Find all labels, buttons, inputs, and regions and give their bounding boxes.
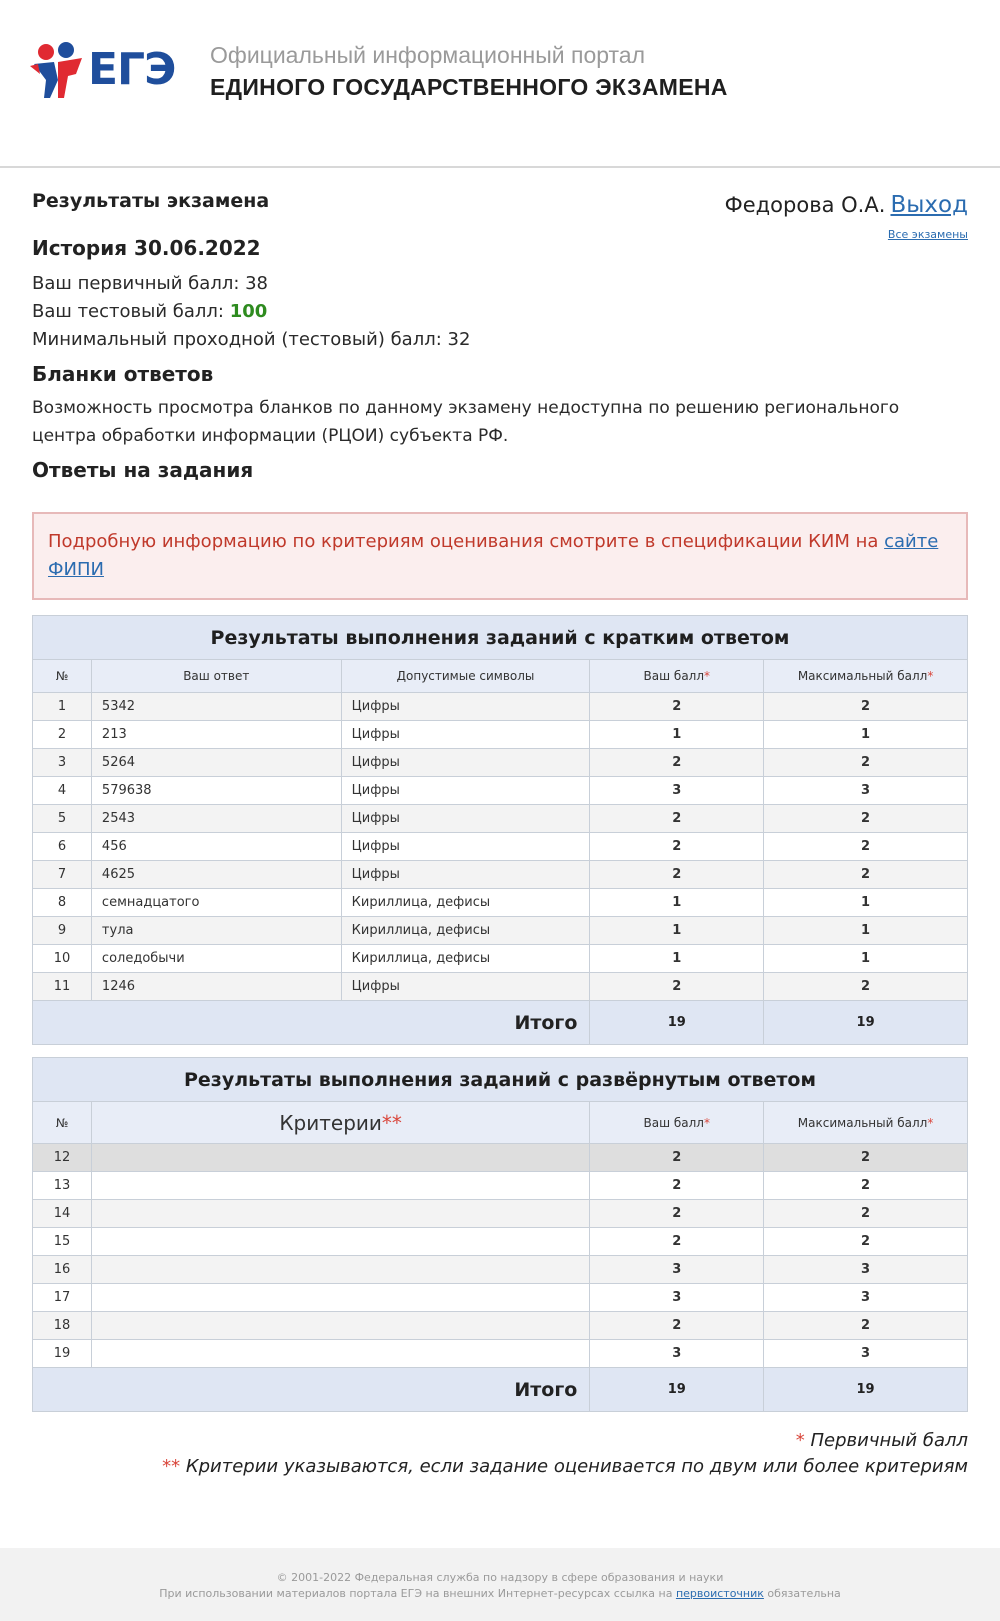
your-score: 3 <box>590 1284 764 1312</box>
max-score: 2 <box>764 1228 968 1256</box>
logo-figure-icon <box>28 40 90 100</box>
task-number: 2 <box>33 721 92 749</box>
double-asterisk: ** <box>162 1456 181 1477</box>
table-row <box>33 833 968 861</box>
col-your-answer: Ваш ответ <box>91 660 341 693</box>
table-row <box>33 1312 968 1340</box>
primary-score-label: Ваш первичный балл: <box>32 273 246 294</box>
portal-subtitle: Официальный информационный портал <box>210 42 646 68</box>
asterisk: * <box>795 1430 805 1451</box>
task-number: 13 <box>33 1172 92 1200</box>
task-number: 10 <box>33 945 92 973</box>
your-score: 1 <box>590 721 764 749</box>
your-answer: 5264 <box>91 749 341 777</box>
total-max-score: 19 <box>764 1368 968 1412</box>
criteria <box>91 1172 589 1200</box>
footnote-criteria <box>162 1454 968 1480</box>
your-score: 2 <box>590 749 764 777</box>
table-row <box>33 917 968 945</box>
allowed-symbols: Кириллица, дефисы <box>341 889 590 917</box>
your-score: 2 <box>590 861 764 889</box>
col-criteria <box>91 1102 589 1144</box>
all-exams-link[interactable]: Все экзамены <box>887 228 968 241</box>
short-table-caption: Результаты выполнения заданий с кратким ответом <box>33 616 968 660</box>
col-your-score <box>590 1102 764 1144</box>
long-answer-table <box>32 1057 968 1412</box>
logo-text: ЕГЭ <box>88 44 176 95</box>
your-answer: 5342 <box>91 693 341 721</box>
task-number: 12 <box>33 1144 92 1172</box>
score-summary <box>32 270 968 354</box>
your-answer: тула <box>91 917 341 945</box>
short-table-total-row <box>33 1001 968 1045</box>
allowed-symbols: Цифры <box>341 861 590 889</box>
task-number: 11 <box>33 973 92 1001</box>
your-answer: 579638 <box>91 777 341 805</box>
total-label: Итого <box>33 1368 590 1412</box>
col-allowed-symbols: Допустимые символы <box>341 660 590 693</box>
asterisk: * <box>927 669 934 683</box>
asterisk: * <box>927 1115 934 1130</box>
source-link[interactable]: первоисточник <box>675 1587 764 1600</box>
ege-logo[interactable] <box>28 40 178 100</box>
test-score-line <box>32 298 968 326</box>
footnotes <box>162 1428 968 1480</box>
footnote-primary-text: Первичный балл <box>804 1430 968 1451</box>
long-table-caption: Результаты выполнения заданий с развёрнутым ответом <box>33 1058 968 1102</box>
long-table-body <box>33 1144 968 1368</box>
short-table-body <box>33 693 968 1001</box>
criteria <box>91 1284 589 1312</box>
table-row <box>33 805 968 833</box>
min-score-label: Минимальный проходной (тестовый) балл: <box>32 329 448 350</box>
max-score: 3 <box>764 1284 968 1312</box>
your-answer: 2543 <box>91 805 341 833</box>
user-name: Федорова О.А. <box>724 193 886 217</box>
task-number: 19 <box>33 1340 92 1368</box>
max-score: 3 <box>764 1256 968 1284</box>
max-score: 2 <box>764 1144 968 1172</box>
alert-message: Подробную информацию по критериям оценивания смотрите в спецификации КИМ на <box>48 531 885 552</box>
footer-copyright: © 2001-2022 Федеральная служба по надзору в сфере образования и науки <box>276 1571 724 1584</box>
your-answer: соледобычи <box>91 945 341 973</box>
task-number: 3 <box>33 749 92 777</box>
max-score: 1 <box>764 889 968 917</box>
answers-heading: Ответы на задания <box>32 458 254 482</box>
criteria <box>91 1228 589 1256</box>
portal-title: ЕДИНОГО ГОСУДАРСТВЕННОГО ЭКЗАМЕНА <box>210 74 728 100</box>
total-max-score: 19 <box>764 1001 968 1045</box>
results-heading: Результаты экзамена <box>32 190 270 212</box>
your-score: 2 <box>590 1312 764 1340</box>
task-number: 18 <box>33 1312 92 1340</box>
your-score: 1 <box>590 889 764 917</box>
allowed-symbols: Цифры <box>341 805 590 833</box>
max-score: 2 <box>764 833 968 861</box>
long-table-header <box>33 1102 968 1144</box>
table-row <box>33 1144 968 1172</box>
asterisk: * <box>703 1115 710 1130</box>
table-row <box>33 973 968 1001</box>
criteria <box>91 1200 589 1228</box>
your-score: 2 <box>590 1144 764 1172</box>
max-score: 2 <box>764 973 968 1001</box>
your-score: 2 <box>590 833 764 861</box>
table-row <box>33 1228 968 1256</box>
table-row <box>33 861 968 889</box>
allowed-symbols: Цифры <box>341 749 590 777</box>
max-score: 2 <box>764 749 968 777</box>
total-label: Итого <box>33 1001 590 1045</box>
max-score: 2 <box>764 693 968 721</box>
your-score: 2 <box>590 1228 764 1256</box>
history-heading: История 30.06.2022 <box>32 236 261 260</box>
max-score: 3 <box>764 1340 968 1368</box>
table-row <box>33 693 968 721</box>
asterisk: * <box>704 669 711 683</box>
task-number: 5 <box>33 805 92 833</box>
table-row <box>33 749 968 777</box>
col-your-score-label: Ваш балл <box>643 669 705 683</box>
col-your-score <box>590 660 764 693</box>
task-number: 16 <box>33 1256 92 1284</box>
task-number: 1 <box>33 693 92 721</box>
max-score: 2 <box>764 805 968 833</box>
double-asterisk: ** <box>381 1110 402 1135</box>
task-number: 9 <box>33 917 92 945</box>
col-number: № <box>33 1102 92 1144</box>
table-row <box>33 945 968 973</box>
task-number: 7 <box>33 861 92 889</box>
criteria <box>91 1312 589 1340</box>
footer-notice-text: При использовании материалов портала ЕГЭ на внешних Интернет-ресурсах ссылка на <box>159 1587 676 1600</box>
task-number: 4 <box>33 777 92 805</box>
criteria-alert <box>32 512 968 600</box>
criteria <box>91 1256 589 1284</box>
your-answer: семнадцатого <box>91 889 341 917</box>
footnote-primary <box>162 1428 968 1454</box>
task-number: 6 <box>33 833 92 861</box>
your-answer: 4625 <box>91 861 341 889</box>
total-score: 19 <box>590 1001 764 1045</box>
allowed-symbols: Цифры <box>341 973 590 1001</box>
max-score: 1 <box>764 917 968 945</box>
task-number: 8 <box>33 889 92 917</box>
max-score: 2 <box>764 1172 968 1200</box>
your-answer: 456 <box>91 833 341 861</box>
test-score-value: 100 <box>229 301 268 322</box>
col-max-score-label: Максимальный балл <box>797 669 928 683</box>
table-row <box>33 777 968 805</box>
your-score: 2 <box>590 1172 764 1200</box>
allowed-symbols: Кириллица, дефисы <box>341 917 590 945</box>
col-max-score <box>764 1102 968 1144</box>
your-score: 2 <box>590 973 764 1001</box>
max-score: 2 <box>764 861 968 889</box>
alert-text <box>48 528 952 584</box>
col-your-score-label: Ваш балл <box>643 1115 704 1130</box>
your-score: 2 <box>590 805 764 833</box>
your-score: 3 <box>590 777 764 805</box>
table-row <box>33 721 968 749</box>
logout-link[interactable]: Выход <box>890 192 968 218</box>
footer-notice-end: обязательна <box>763 1587 841 1600</box>
your-score: 1 <box>590 917 764 945</box>
max-score: 2 <box>764 1200 968 1228</box>
primary-score-line <box>32 270 968 298</box>
allowed-symbols: Цифры <box>341 777 590 805</box>
your-score: 2 <box>590 693 764 721</box>
criteria <box>91 1144 589 1172</box>
your-score: 3 <box>590 1340 764 1368</box>
allowed-symbols: Цифры <box>341 693 590 721</box>
your-answer: 1246 <box>91 973 341 1001</box>
col-max-score-label: Максимальный балл <box>797 1115 928 1130</box>
max-score: 2 <box>764 1312 968 1340</box>
primary-score-value: 38 <box>245 273 269 294</box>
table-row <box>33 1172 968 1200</box>
col-criteria-label: Критерии <box>279 1110 382 1135</box>
max-score: 1 <box>764 721 968 749</box>
blanks-text: Возможность просмотра бланков по данному экзамену недоступна по решению регионального центра обработки информации (РЦОИ) субъекта РФ. <box>32 398 900 446</box>
task-number: 15 <box>33 1228 92 1256</box>
min-score-line <box>32 326 968 354</box>
col-number: № <box>33 660 92 693</box>
main-content <box>32 190 968 482</box>
table-row <box>33 1340 968 1368</box>
criteria <box>91 1340 589 1368</box>
max-score: 1 <box>764 945 968 973</box>
footnote-criteria-text: Критерии указываются, если задание оценивается по двум или более критериям <box>180 1456 968 1477</box>
test-score-label: Ваш тестовый балл: <box>32 301 230 322</box>
allowed-symbols: Цифры <box>341 721 590 749</box>
short-answer-table <box>32 615 968 1045</box>
table-row <box>33 1200 968 1228</box>
blanks-heading: Бланки ответов <box>32 362 214 386</box>
site-header <box>0 0 1000 168</box>
long-table-caption-row <box>33 1058 968 1102</box>
table-row <box>33 889 968 917</box>
task-number: 17 <box>33 1284 92 1312</box>
total-score: 19 <box>590 1368 764 1412</box>
table-row <box>33 1284 968 1312</box>
your-answer: 213 <box>91 721 341 749</box>
your-score: 2 <box>590 1200 764 1228</box>
allowed-symbols: Кириллица, дефисы <box>341 945 590 973</box>
max-score: 3 <box>764 777 968 805</box>
min-score-value: 32 <box>447 329 471 350</box>
task-number: 14 <box>33 1200 92 1228</box>
footer-notice <box>0 1586 1000 1602</box>
your-score: 1 <box>590 945 764 973</box>
long-table-total-row <box>33 1368 968 1412</box>
table-row <box>33 1256 968 1284</box>
col-max-score <box>764 660 968 693</box>
short-table-caption-row <box>33 616 968 660</box>
fipi-link[interactable]: сайте ФИПИ <box>48 531 939 580</box>
allowed-symbols: Цифры <box>341 833 590 861</box>
your-score: 3 <box>590 1256 764 1284</box>
site-footer <box>0 1548 1000 1621</box>
short-table-header <box>33 660 968 693</box>
